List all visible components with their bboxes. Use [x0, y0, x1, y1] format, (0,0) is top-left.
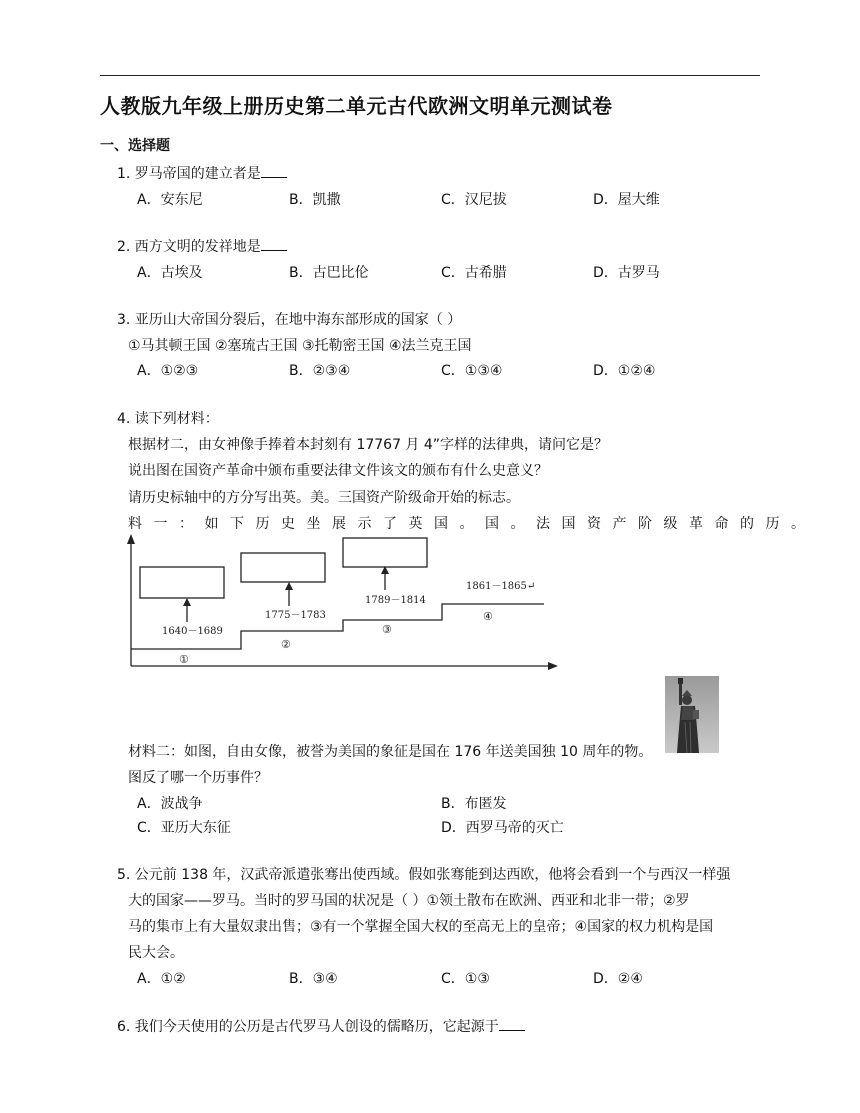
y-arrowhead: [127, 534, 135, 544]
q4-line-3: 请历史标轴中的方分写出英。美。三国资产阶级命开始的标志。: [128, 490, 520, 506]
answer-blank: [261, 163, 287, 178]
marker-1: ①: [179, 653, 189, 666]
q1-option-a: A．安东尼: [137, 192, 203, 208]
period-label-4: 1861－1865↵: [466, 581, 536, 592]
q3-option-b: B．②③④: [289, 363, 351, 379]
q4-line-4: 料一：如下历史坐展示了英国。国。法国资产阶级革命的历。: [128, 516, 817, 532]
question-3-stem: 3. 亚历山大帝国分裂后，在地中海东部形成的国家（ ）: [117, 312, 462, 328]
question-2: [117, 236, 287, 256]
q4-option-b: B．布匿发: [441, 796, 507, 812]
answer-box-2: [241, 553, 325, 582]
section-heading: 一、选择题: [100, 138, 170, 154]
question-2-stem: 2. 西方文明的发祥地是: [117, 239, 261, 255]
answer-blank: [499, 1016, 525, 1031]
q1-option-d: D．屋大维: [593, 192, 660, 208]
question-1: [117, 163, 287, 183]
q2-option-a: A．古埃及: [137, 265, 203, 281]
q5-option-c: C．①③: [441, 971, 490, 987]
period-label-1: 1640－1689: [162, 626, 223, 637]
marker-3: ③: [382, 623, 392, 636]
answer-box-1: [140, 567, 224, 598]
page-title: 人教版九年级上册历史第二单元古代欧洲文明单元测试卷: [100, 94, 613, 118]
q1-option-c: C．汉尼拔: [441, 192, 507, 208]
q5-option-b: B．③④: [289, 971, 338, 987]
q2-option-d: D．古罗马: [593, 265, 660, 281]
q2-option-b: B．古巴比伦: [289, 265, 369, 281]
q5-option-d: D．②④: [593, 971, 643, 987]
timeline-diagram: [120, 534, 560, 674]
q5-option-a: A．①②: [137, 971, 186, 987]
q4-option-a: A．波战争: [137, 796, 203, 812]
arrowhead-1: [183, 598, 191, 606]
period-label-3: 1789－1814: [365, 595, 426, 606]
q3-option-c: C．①③④: [441, 363, 503, 379]
material-2-text: 材料二：如图，自由女像，被誉为美国的象征是国在 176 年送美国独 10 周年的物。: [128, 744, 653, 760]
q4-line-2: 说出图在国资产革命中颁布重要法律文件该文的颁布有什么史意义？: [128, 463, 548, 479]
statue-of-liberty-photo: [665, 676, 719, 753]
q3-option-a: A．①②③: [137, 363, 199, 379]
question-1-stem: 1. 罗马帝国的建立者是: [117, 166, 261, 182]
x-arrowhead: [548, 662, 558, 670]
q4-option-d: D．西罗马帝的灭亡: [441, 820, 564, 836]
q5-line-1: 5. 公元前 138 年，汉武帝派遣张骞出使西域。假如张骞能到达西欧，他将会看到一个与西汉一样强: [117, 867, 731, 883]
q2-option-c: C．古希腊: [441, 265, 507, 281]
marker-2: ②: [281, 638, 291, 651]
q5-line-2: 大的国家——罗马。当时的罗马国的状况是（ ）①领土散布在欧洲、西亚和北非一带；②罗: [128, 893, 690, 909]
answer-blank: [261, 236, 287, 251]
question-4-stem: 4. 读下列材料：: [117, 411, 219, 427]
q4-line-1: 根据材二，由女神像手捧着本封刻有 17767 月 4”字样的法律典，请问它是？: [128, 437, 609, 453]
q4-option-c: C．亚历大东征: [137, 820, 231, 836]
arrowhead-2: [285, 582, 293, 590]
q3-option-d: D．①②④: [593, 363, 656, 379]
marker-4: ④: [483, 610, 493, 623]
material-2-question: 图反了哪一个历事件？: [128, 770, 268, 786]
question-3-items: ①马其顿王国 ②塞琉古王国 ③托勒密王国 ④法兰克王国: [128, 338, 472, 354]
header-rule: [100, 75, 760, 76]
question-6-stem: 6. 我们今天使用的公历是古代罗马人创设的儒略历，它起源于: [117, 1019, 499, 1035]
q1-option-b: B．凯撒: [289, 192, 341, 208]
period-label-2: 1775－1783: [265, 610, 326, 621]
q5-line-3: 马的集市上有大量奴隶出售；③有一个掌握全国大权的至高无上的皇帝；④国家的权力机构是国: [128, 919, 714, 935]
answer-box-3: [343, 538, 427, 567]
question-6: [117, 1016, 525, 1036]
q5-line-4: 民大会。: [128, 945, 184, 961]
